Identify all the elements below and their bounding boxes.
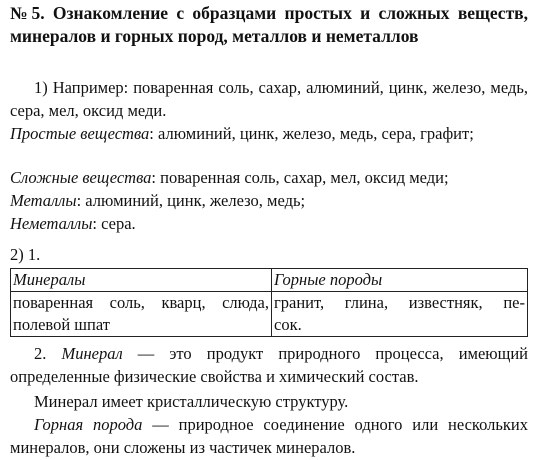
rock-definition-text: — природное соединение одного или нескольких минералов, они сложены из частичек минералов. (10, 415, 528, 457)
table-row (11, 292, 528, 337)
nonmetals-list: : сера. (92, 214, 136, 233)
cell-rocks-line1: гранит, глина, известняк, пе- (274, 293, 525, 312)
cell-minerals-line1: поваренная соль, кварц, слюда, (13, 293, 269, 312)
complex-substances-label: Сложные вещества (10, 168, 152, 187)
cell-minerals-line2: полевой шпат (13, 315, 110, 334)
cell-rocks-line2: сок. (274, 315, 302, 334)
simple-substances-line (10, 122, 528, 145)
mineral-definition-text: — это продукт природного процесса, имеющий определенные физические свойства и химический состав. (10, 344, 528, 386)
nonmetals-label: Неметаллы (10, 214, 93, 233)
nonmetals-line (10, 212, 528, 235)
mineral-structure: Минерал имеет кристаллическую структуру. (34, 392, 349, 411)
minerals-rocks-table (10, 268, 528, 337)
cell-rocks (272, 292, 528, 337)
complex-substances-list: : поваренная соль, сахар, мел, оксид меди; (151, 168, 449, 187)
rock-term: Горная порода (34, 415, 143, 434)
metals-label: Металлы (10, 191, 77, 210)
exercise-title: №5. Ознакомление с образцами простых и сложных веществ, минералов и горных пород, металлов и неметаллов (10, 3, 528, 46)
simple-substances-list: : алюминий, цинк, железо, медь, сера, графит; (149, 124, 474, 143)
rock-definition (10, 413, 528, 459)
metals-line (10, 189, 528, 212)
complex-substances-line (10, 166, 528, 189)
intro-paragraph: 1) Например: поваренная соль, сахар, алюминий, цинк, железо, медь, сера, мел, оксид меди. (10, 78, 528, 120)
mineral-term: Минерал (61, 344, 123, 363)
item-number: 2. (34, 344, 62, 363)
cell-minerals (11, 292, 272, 337)
header-minerals: Минералы (11, 269, 272, 292)
header-rocks: Горные породы (272, 269, 528, 292)
simple-substances-label: Простые вещества (10, 124, 150, 143)
table-header-row (11, 269, 528, 292)
metals-list: : алюминий, цинк, железо, медь; (76, 191, 306, 210)
mineral-definition (10, 342, 528, 388)
section2-heading: 2) 1. (10, 245, 41, 264)
